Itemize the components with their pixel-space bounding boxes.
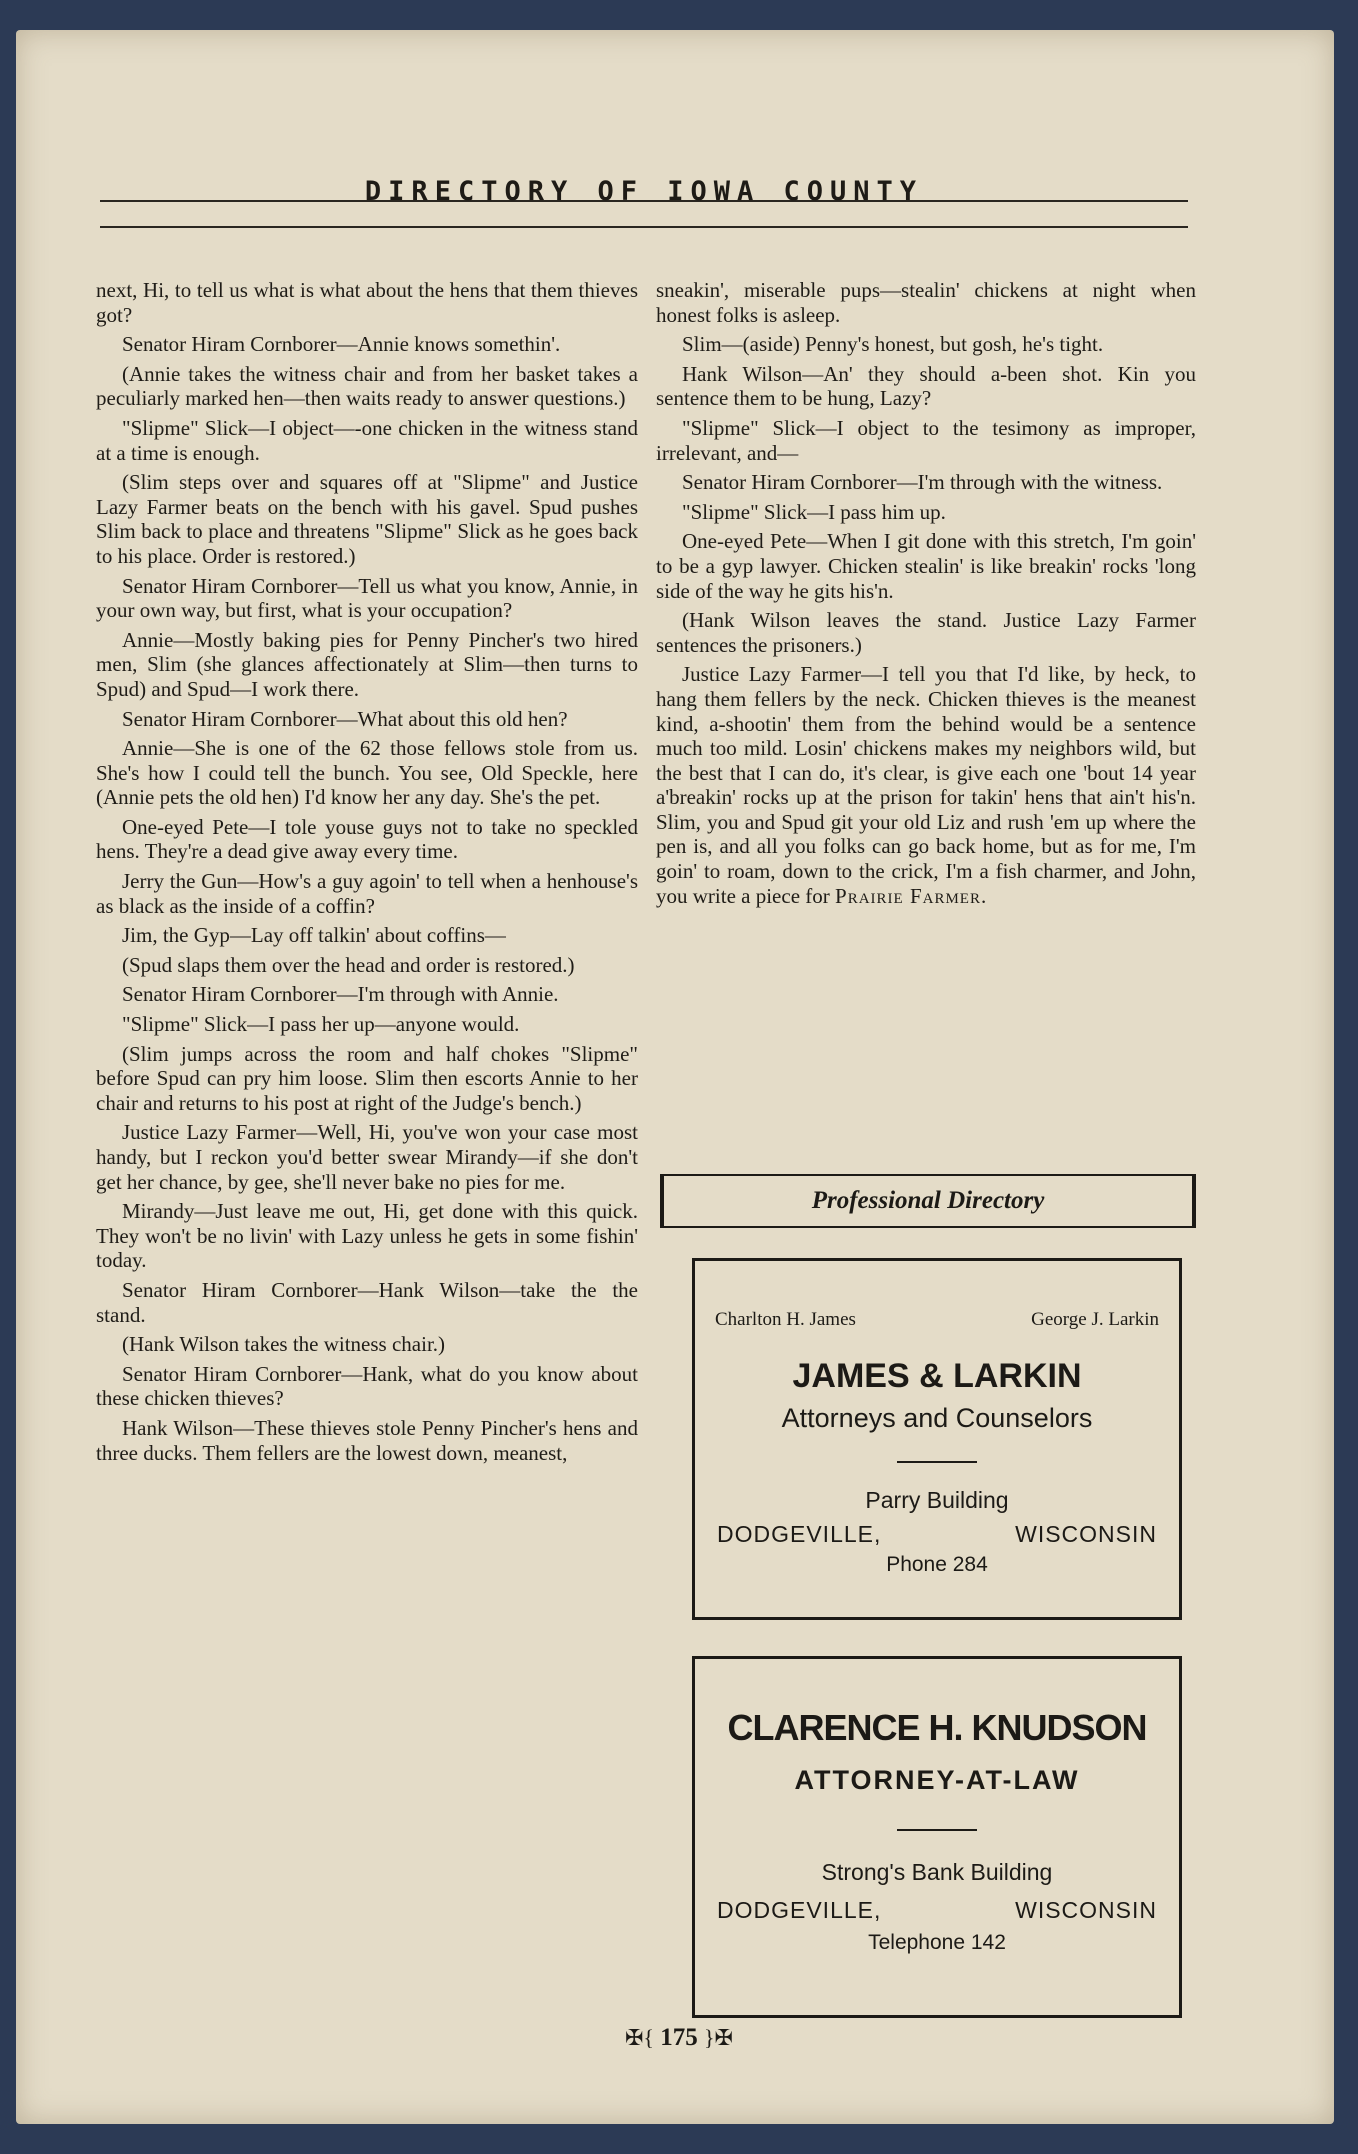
paragraph: (Annie takes the witness chair and from her basket takes a peculiarly marked hen—then waits ready to answer questions.) (96, 361, 638, 411)
professional-directory-heading: Professional Directory (660, 1174, 1196, 1228)
paragraph: Senator Hiram Cornborer—Annie knows somethin'. (122, 332, 561, 357)
paragraph: Senator Hiram Cornborer—What about this old hen? (122, 706, 568, 731)
paragraph: Justice Lazy Farmer—Well, Hi, you've won your case most handy, but I reckon you'd better swear Mirandy—if she don't get her chance, by gee, she'll never bake no pies for me. (96, 1120, 638, 1194)
paragraph: Hank Wilson—An' they should a-been shot. Kin you sentence them to be hung, Lazy? (656, 361, 1196, 411)
paragraph: "Slipme" Slick—I pass her up—anyone would. (122, 1012, 520, 1037)
building: Parry Building (865, 1487, 1009, 1513)
page-number: 175 (660, 2024, 698, 2051)
partner-names (715, 1309, 1159, 1331)
paragraph: Hank Wilson—These thieves stole Penny Pincher's hens and three ducks. Them fellers are the lowest down, meanest, (96, 1415, 638, 1465)
paragraph: next, Hi, to tell us what is what about the hens that them thieves got? (96, 278, 638, 327)
running-head: DIRECTORY OF IOWA COUNTY (364, 176, 924, 207)
paragraph: (Hank Wilson leaves the stand. Justice Lazy Farmer sentences the prisoners.) (656, 608, 1196, 657)
paragraph: Senator Hiram Cornborer—I'm through with Annie. (122, 982, 559, 1007)
firm-tagline: Attorneys and Counselors (781, 1403, 1093, 1433)
divider (897, 1461, 977, 1463)
phone: Phone 284 (886, 1553, 988, 1576)
address-row (717, 1897, 1157, 1924)
paragraph: (Slim steps over and squares off at "Slipme" and Justice Lazy Farmer beats on the bench with his gavel. Spud pushes Slim back to place and threatens "Slipme" Slick as he goes back to his place. Order is restored.) (96, 470, 638, 568)
paragraph: Jerry the Gun—How's a guy agoin' to tell when a henhouse's as black as the inside of a coffin? (96, 869, 638, 918)
publication-name: Prairie Farmer. (835, 883, 988, 908)
book-page (16, 30, 1334, 2124)
paragraph: "Slipme" Slick—I object—-one chicken in the witness stand at a time is enough. (96, 415, 638, 465)
ad-clarence-knudson (692, 1656, 1182, 2018)
paragraph: One-eyed Pete—When I git done with this stretch, I'm goin' to be a gyp lawyer. Chicken stealin' is like breakin' rocks 'long side of the way he gits his'n. (656, 529, 1196, 603)
paragraph: Senator Hiram Cornborer—I'm through with the witness. (682, 470, 1163, 495)
state: WISCONSIN (1015, 1897, 1157, 1923)
paragraph: (Spud slaps them over the head and order is restored.) (122, 952, 575, 977)
firm-tagline: ATTORNEY-AT-LAW (794, 1765, 1080, 1795)
paragraph: Senator Hiram Cornborer—Tell us what you know, Annie, in your own way, but first, what is your occupation? (96, 573, 638, 623)
paragraph: Jim, the Gyp—Lay off talkin' about coffins— (122, 923, 506, 948)
partner-name: George J. Larkin (1031, 1309, 1159, 1330)
firm-name: CLARENCE H. KNUDSON (727, 1707, 1147, 1748)
paragraph (656, 662, 1196, 908)
paragraph: Senator Hiram Cornborer—Hank, what do you know about these chicken thieves? (96, 1361, 638, 1411)
paragraph: (Slim jumps across the room and half chokes "Slipme" before Spud can pry him loose. Slim then escorts Annie to her chair and returns to his post at right of the Judge's bench.) (96, 1041, 638, 1115)
address-row (717, 1521, 1157, 1548)
city: DODGEVILLE, (717, 1897, 882, 1923)
state: WISCONSIN (1015, 1521, 1157, 1547)
paragraph: One-eyed Pete—I tole youse guys not to take no speckled hens. They're a dead give away every time. (96, 814, 638, 864)
folio-ornament-left: ✠{ (625, 2025, 654, 2050)
firm-name: JAMES & LARKIN (792, 1357, 1082, 1395)
left-column (96, 278, 638, 1470)
paragraph: Slim—(aside) Penny's honest, but gosh, he's tight. (682, 332, 1104, 357)
phone: Telephone 142 (868, 1931, 1006, 1954)
paragraph: sneakin', miserable pups—stealin' chickens at night when honest folks is asleep. (656, 278, 1196, 327)
page-folio (0, 2024, 1358, 2052)
paragraph-text: Justice Lazy Farmer—I tell you that I'd like, by heck, to hang them fellers by the neck. Chicken thieves is the meanest kind, a-shootin' them from the behind would be a sentence much too mild. Losin' chickens makes my neighbors wild, but the best that I can do, it's clear, is give each one 'bout 14 year a'breakin' rocks up at the prison for takin' hens that ain't his'n. Slim, you and Spud git your old Liz and rush 'em up where the pen is, and all you folks can go back home, but as for me, I'm goin' to roam, down to the crick, I'm a fish charmer, and John, you write a piece for (656, 662, 1196, 908)
building: Strong's Bank Building (821, 1859, 1053, 1885)
paragraph: (Hank Wilson takes the witness chair.) (122, 1332, 446, 1357)
header-rule-bottom (100, 226, 1188, 228)
paragraph: Annie—Mostly baking pies for Penny Pincher's two hired men, Slim (she glances affectionately at Slim—then turns to Spud) and Spud—I work there. (96, 627, 638, 701)
paragraph: "Slipme" Slick—I object to the tesimony as improper, irrelevant, and— (656, 415, 1196, 465)
city: DODGEVILLE, (717, 1521, 882, 1547)
paragraph: Senator Hiram Cornborer—Hank Wilson—take the the stand. (96, 1277, 638, 1327)
right-column (656, 278, 1196, 913)
paragraph: Mirandy—Just leave me out, Hi, get done with this quick. They won't be no livin' with Lazy unless he gets in some fishin' today. (96, 1199, 638, 1273)
paragraph: Annie—She is one of the 62 those fellows stole from us. She's how I could tell the bunch. You see, Old Speckle, here (Annie pets the old hen) I'd know her any day. She's the pet. (96, 736, 638, 810)
partner-name: Charlton H. James (715, 1309, 856, 1330)
paragraph: "Slipme" Slick—I pass him up. (682, 499, 946, 524)
folio-ornament-right: }✠ (704, 2025, 733, 2050)
divider (897, 1829, 977, 1831)
ad-james-larkin (692, 1258, 1182, 1620)
